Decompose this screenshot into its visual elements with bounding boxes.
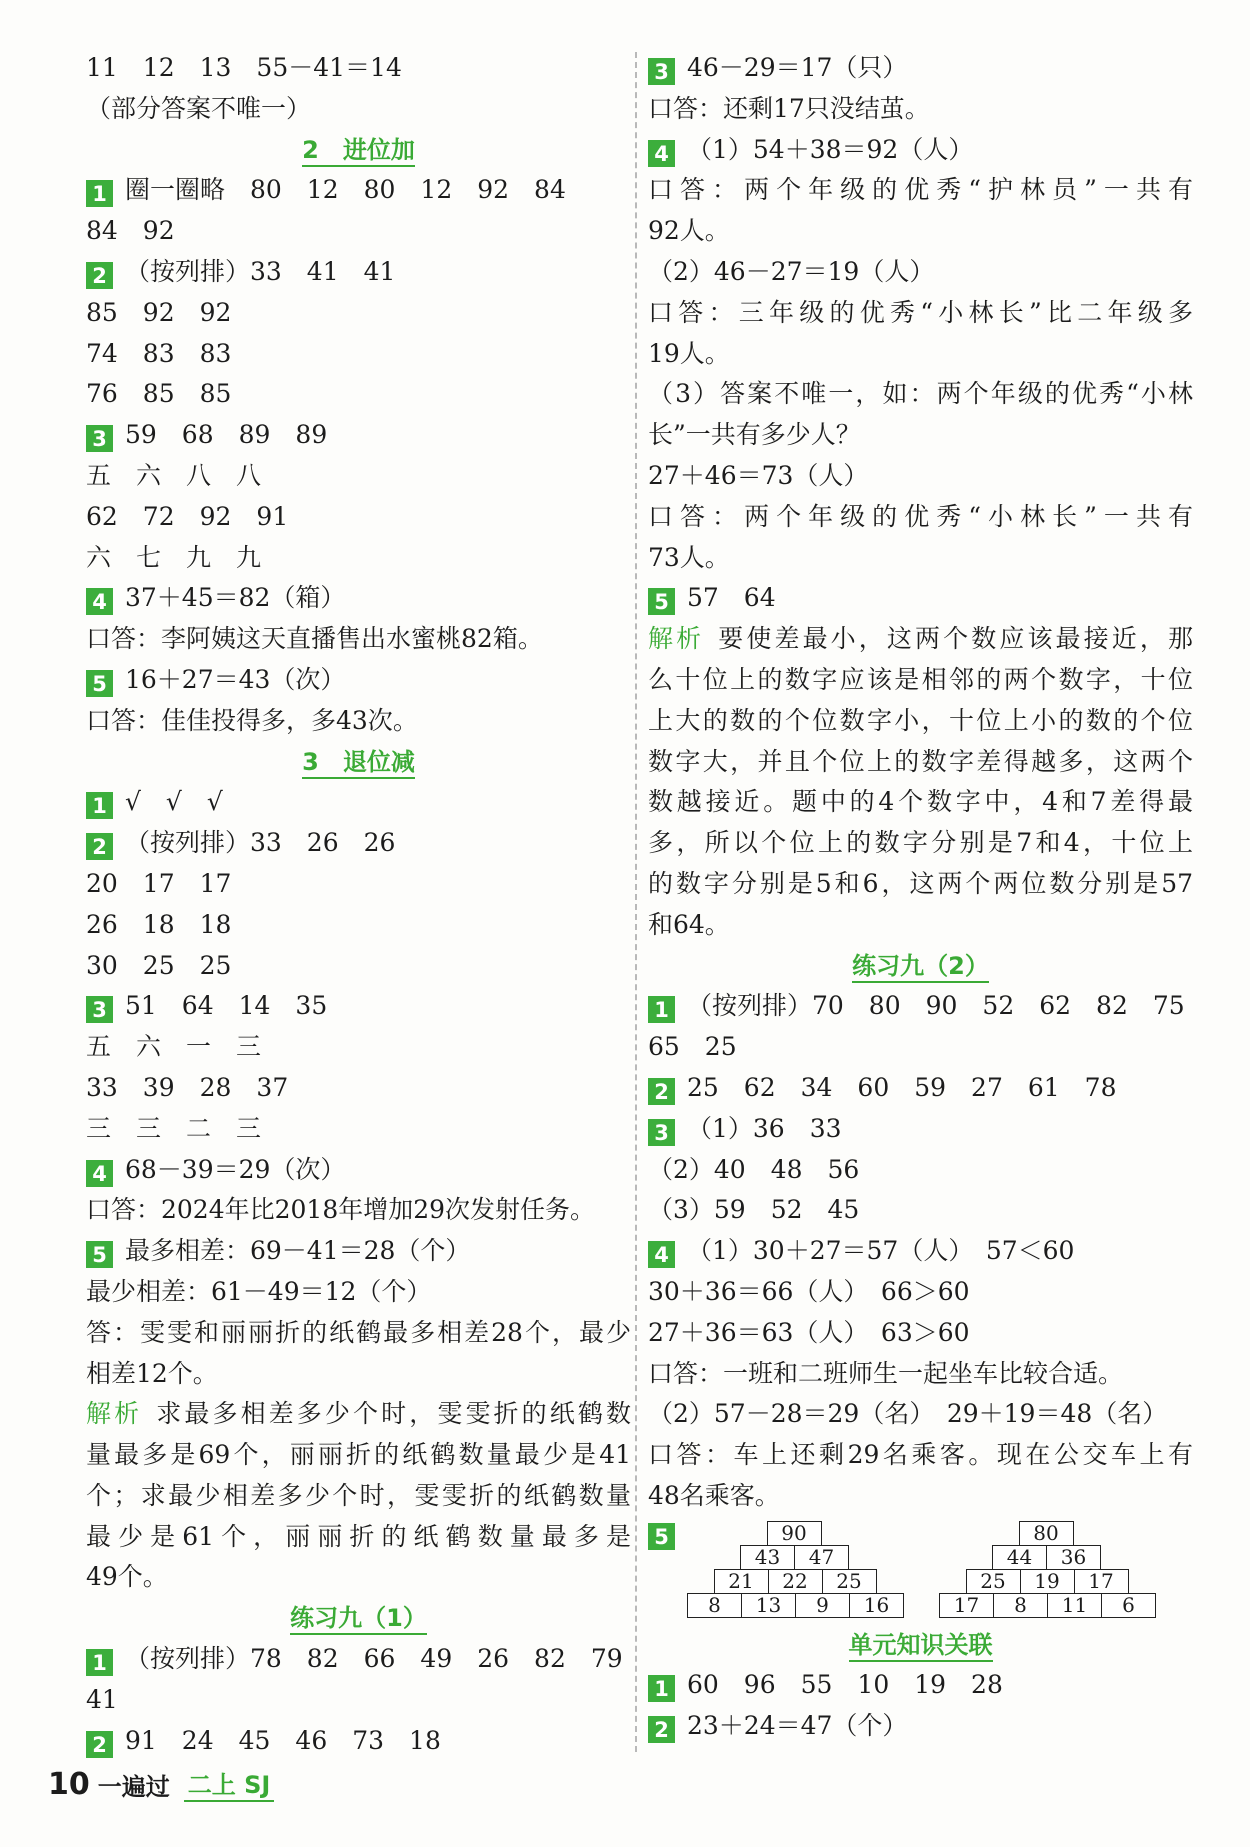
answer-line (648, 864, 1193, 905)
answer-text: 最少相差：61－49＝12（个） (86, 1276, 432, 1306)
answer-line (648, 1231, 1193, 1272)
left-column (86, 48, 631, 1761)
answer-text: （1）54＋38＝92（人） (687, 134, 974, 164)
answer-text: 92人。 (648, 216, 730, 246)
answer-text: 五 六 八 八 (86, 460, 262, 490)
right-answers-bottom (648, 1625, 1193, 1747)
question-number-badge: 1 (86, 180, 113, 207)
answer-line (648, 89, 1193, 130)
answer-line (648, 170, 1193, 211)
answer-text: 27＋36＝63（人） 63＞60 (648, 1317, 970, 1347)
answer-line (648, 1190, 1193, 1231)
pyramid-row (940, 1593, 1156, 1618)
answer-text: 口答：两个年级的优秀“小林长”一共有 (648, 501, 1193, 531)
answer-line (648, 782, 1193, 823)
pyramid-cell: 17 (1074, 1569, 1129, 1594)
answer-text: 口答：车上还剩29名乘客。现在公交车上有 (648, 1440, 1193, 1470)
answer-line (86, 1190, 631, 1231)
answer-line (86, 1394, 631, 1435)
answer-text: 59 68 89 89 (125, 420, 328, 450)
pyramid-cell: 8 (687, 1593, 742, 1618)
pyramid-cell: 11 (1047, 1593, 1102, 1618)
answer-line (648, 1665, 1193, 1706)
section-title (86, 742, 631, 783)
answer-line (648, 1394, 1193, 1435)
question-number-badge: 5 (86, 670, 113, 697)
answer-text: 三 三 二 三 (86, 1113, 262, 1143)
question-number-badge: 4 (86, 1160, 113, 1187)
question-number-badge: 1 (86, 1649, 113, 1676)
pyramid-row (768, 1521, 822, 1546)
answer-line (86, 374, 631, 415)
pyramid-row (967, 1569, 1129, 1594)
answer-text: （2）40 48 56 (648, 1154, 860, 1184)
question-number-badge: 2 (86, 833, 113, 860)
answer-line (648, 1027, 1193, 1068)
answer-line (648, 1109, 1193, 1150)
answer-text: 74 83 83 (86, 338, 232, 368)
answer-line (648, 823, 1193, 864)
answer-line (86, 1272, 631, 1313)
answer-line (86, 1068, 631, 1109)
answer-text: （3）59 52 45 (648, 1195, 860, 1225)
answer-text: 口答：佳佳投得多，多43次。 (86, 705, 418, 735)
pyramid-row (1020, 1521, 1074, 1546)
answer-line (648, 415, 1193, 456)
answer-text: 最少是61个，丽丽折的纸鹤数量最多是 (86, 1521, 631, 1551)
answer-text: （按列排）70 80 90 52 62 82 75 (687, 991, 1185, 1021)
answer-text: 37＋45＝82（箱） (125, 583, 346, 613)
answer-text: 和64。 (648, 909, 730, 939)
pyramid-cell: 43 (740, 1545, 795, 1570)
answer-text: 25 62 34 60 59 27 61 78 (687, 1072, 1117, 1102)
answer-line (86, 456, 631, 497)
question-number-badge: 2 (86, 262, 113, 289)
answer-line (648, 742, 1193, 783)
answer-text: 68－39＝29（次） (125, 1154, 346, 1184)
answer-line (86, 170, 631, 211)
answer-line (648, 1313, 1193, 1354)
answer-line (648, 1706, 1193, 1747)
answer-line (648, 538, 1193, 579)
answer-line (86, 211, 631, 252)
pyramid-cell: 36 (1046, 1545, 1101, 1570)
pyramid-cell: 6 (1101, 1593, 1156, 1618)
question-number-badge: 5 (648, 588, 675, 615)
section-title (86, 130, 631, 171)
answer-text: 20 17 17 (86, 868, 232, 898)
answer-line (648, 1476, 1193, 1517)
number-pyramids (648, 1517, 1193, 1625)
answer-line (86, 986, 631, 1027)
answer-text: （1）36 33 (687, 1113, 842, 1143)
answer-text: 33 39 28 37 (86, 1072, 289, 1102)
answer-text: √ √ √ (125, 787, 223, 817)
answer-text: 量最多是69个，丽丽折的纸鹤数量最少是41 (86, 1440, 631, 1470)
answer-line (86, 1231, 631, 1272)
answer-line (648, 1435, 1193, 1476)
answer-line (648, 252, 1193, 293)
answer-line (648, 456, 1193, 497)
answer-line (648, 1150, 1193, 1191)
question-number-badge: 4 (86, 588, 113, 615)
answer-line (86, 1557, 631, 1598)
answer-line (648, 1272, 1193, 1313)
answer-text: 数越接近。题中的4个数字中，4和7差得最 (648, 787, 1193, 817)
section-title-text: 单元知识关联 (849, 1631, 993, 1662)
answer-text: 23＋24＝47（个） (687, 1711, 908, 1741)
section-title (648, 1625, 1193, 1666)
answer-line (86, 1517, 631, 1558)
answer-line (86, 619, 631, 660)
answer-line (86, 1680, 631, 1721)
answer-text: 相差12个。 (86, 1358, 218, 1388)
answer-line (648, 986, 1193, 1027)
book-brand: 一遍过 (97, 1773, 170, 1801)
answer-line (86, 1313, 631, 1354)
section-title-text: 练习九（1） (290, 1604, 427, 1635)
pyramid-cell: 21 (714, 1569, 769, 1594)
answer-text: 30 25 25 (86, 950, 232, 980)
answer-text: 六 七 九 九 (86, 542, 262, 572)
answer-line (86, 293, 631, 334)
section-title (86, 1598, 631, 1639)
analysis-label: 解析 (86, 1399, 143, 1429)
answer-line (86, 1476, 631, 1517)
pyramid-cell: 19 (1020, 1569, 1075, 1594)
pyramid-cell: 17 (939, 1593, 994, 1618)
answer-line (86, 415, 631, 456)
answer-line (86, 1354, 631, 1395)
answer-text: 多，所以个位上的数字分别是7和4，十位上 (648, 828, 1193, 858)
answer-line (648, 660, 1193, 701)
answer-text: 51 64 14 35 (125, 991, 328, 1021)
answer-line (86, 1435, 631, 1476)
answer-line (86, 252, 631, 293)
answer-line (648, 578, 1193, 619)
pyramid-cell: 8 (993, 1593, 1048, 1618)
answer-line (86, 701, 631, 742)
question-number-badge: 3 (86, 996, 113, 1023)
pyramid-cell: 80 (1019, 1521, 1074, 1546)
pyramid-cell: 22 (768, 1569, 823, 1594)
question-number-badge: 3 (648, 58, 675, 85)
answer-text: 五 六 一 三 (86, 1032, 262, 1062)
answer-text: 46－29＝17（只） (687, 53, 908, 82)
answer-text: 求最多相差多少个时，雯雯折的纸鹤数 (156, 1399, 631, 1429)
answer-line (86, 905, 631, 946)
pyramid-cell: 9 (795, 1593, 850, 1618)
answer-line (86, 334, 631, 375)
question-number-badge: 3 (648, 1119, 675, 1146)
answer-line (648, 619, 1193, 660)
section-title-text: 3 退位减 (302, 748, 415, 779)
answer-text: 口答：三年级的优秀“小林长”比二年级多 (648, 297, 1193, 327)
answer-text: 19人。 (648, 338, 730, 368)
answer-text: 60 96 55 10 19 28 (687, 1670, 1003, 1700)
answer-text: 答：雯雯和丽丽折的纸鹤最多相差28个，最少 (86, 1317, 631, 1347)
answer-text: （1）30＋27＝57（人） 57＜60 (687, 1236, 1075, 1266)
question-number-badge: 2 (648, 1078, 675, 1105)
pyramid-row (715, 1569, 877, 1594)
answer-text: 的数字分别是5和6，这两个两位数分别是57 (648, 868, 1193, 898)
answer-text: 么十位上的数字应该是相邻的两个数字，十位 (648, 664, 1193, 694)
number-badge: 5 (648, 1523, 675, 1550)
answer-line (86, 1639, 631, 1680)
analysis-label: 解析 (648, 624, 705, 654)
answer-text: 要使差最小，这两个数应该最接近，那 (718, 624, 1193, 654)
answer-line (648, 1068, 1193, 1109)
pyramid-cell: 44 (992, 1545, 1047, 1570)
answer-line (648, 130, 1193, 171)
answer-line (86, 946, 631, 987)
answer-text: 口答：李阿姨这天直播售出水蜜桃82箱。 (86, 624, 543, 654)
pyramid-cell: 25 (966, 1569, 1021, 1594)
answer-line (86, 497, 631, 538)
answer-line (86, 89, 631, 130)
pyramid-row (993, 1545, 1101, 1570)
answer-text: 数字大，并且个位上的数字差得越多，这两个 (648, 746, 1193, 776)
answer-line (86, 1721, 631, 1762)
answer-line (86, 823, 631, 864)
question-number-badge: 1 (648, 1675, 675, 1702)
column-divider (635, 52, 637, 1752)
answer-text: （按列排）33 41 41 (125, 256, 396, 286)
answer-text: 84 92 (86, 216, 175, 246)
right-answers-top (648, 48, 1193, 1517)
answer-text: 57 64 (687, 583, 776, 613)
answer-line (86, 782, 631, 823)
pyramid-cell: 90 (767, 1521, 822, 1546)
question-number-badge: 5 (86, 1241, 113, 1268)
answer-text: 27＋46＝73（人） (648, 460, 869, 490)
answer-text: （2）46－27＝19（人） (648, 256, 935, 286)
answer-text: （3）答案不唯一，如：两个年级的优秀“小林 (648, 379, 1193, 409)
answer-text: 16＋27＝43（次） (125, 664, 346, 694)
section-title-text: 2 进位加 (302, 136, 415, 167)
answer-text: 49个。 (86, 1562, 168, 1592)
answer-text: 76 85 85 (86, 379, 232, 409)
answer-line (86, 1150, 631, 1191)
grade-label: 二上 SJ (184, 1765, 275, 1802)
answer-text: （按列排）78 82 66 49 26 82 79 (125, 1644, 623, 1674)
answer-line (86, 48, 631, 89)
page-number: 10 (48, 1767, 90, 1802)
answer-text: 41 (86, 1684, 118, 1714)
answer-text: 73人。 (648, 542, 730, 572)
answer-text: 口答：2024年比2018年增加29次发射任务。 (86, 1195, 596, 1225)
answer-text: 62 72 92 91 (86, 501, 289, 531)
answer-text: 48名乘客。 (648, 1480, 780, 1510)
answer-line (648, 293, 1193, 334)
page-footer (48, 1762, 274, 1802)
pyramid-row (741, 1545, 849, 1570)
question-number-badge: 2 (648, 1716, 675, 1743)
answer-text: 长”一共有多少人？ (648, 420, 861, 450)
answer-text: 85 92 92 (86, 297, 232, 327)
question-number-badge: 3 (86, 425, 113, 452)
answer-text: （部分答案不唯一） (86, 93, 312, 123)
answer-text: 口答：两个年级的优秀“护林员”一共有 (648, 175, 1193, 205)
answer-text: 30＋36＝66（人） 66＞60 (648, 1276, 970, 1306)
answer-line (648, 701, 1193, 742)
answer-line (648, 48, 1193, 89)
answer-line (648, 374, 1193, 415)
answer-line (648, 334, 1193, 375)
section-title-text: 练习九（2） (852, 952, 989, 983)
answer-text: 口答：一班和二班师生一起坐车比较合适。 (648, 1358, 1124, 1388)
pyramid-row (688, 1593, 904, 1618)
answer-line (86, 1109, 631, 1150)
answer-text: 上大的数的个位数字小，十位上小的数的个位 (648, 705, 1193, 735)
question-number-badge: 1 (86, 792, 113, 819)
answer-line (86, 578, 631, 619)
pyramid-cell: 25 (822, 1569, 877, 1594)
answer-text: 圈一圈略 80 12 80 12 92 84 (125, 175, 566, 205)
question-number-badge: 4 (648, 140, 675, 167)
right-column (648, 48, 1193, 1747)
answer-text: 个；求最少相差多少个时，雯雯折的纸鹤数量 (86, 1480, 631, 1510)
answer-line (648, 211, 1193, 252)
answer-line (86, 864, 631, 905)
answer-text: （按列排）33 26 26 (125, 828, 396, 858)
answer-text: 65 25 (648, 1032, 737, 1062)
pyramid-cell: 16 (849, 1593, 904, 1618)
answer-text: 11 12 13 55－41＝14 (86, 53, 402, 82)
pyramid-cell: 13 (741, 1593, 796, 1618)
section-title (648, 946, 1193, 987)
answer-line (648, 905, 1193, 946)
answer-line (648, 497, 1193, 538)
answer-line (86, 660, 631, 701)
answer-line (648, 1354, 1193, 1395)
answer-line (86, 1027, 631, 1068)
pyramid-cell: 47 (794, 1545, 849, 1570)
answer-text: 口答：还剩17只没结茧。 (648, 93, 930, 123)
question-number-badge: 1 (648, 996, 675, 1023)
answer-line (86, 538, 631, 579)
answer-text: 最多相差：69－41＝28（个） (125, 1236, 471, 1266)
answer-text: 91 24 45 46 73 18 (125, 1725, 441, 1755)
answer-text: 26 18 18 (86, 909, 232, 939)
question-number-badge: 4 (648, 1241, 675, 1268)
question-number-badge: 2 (86, 1731, 113, 1758)
answer-text: （2）57－28＝29（名） 29＋19＝48（名） (648, 1399, 1168, 1429)
